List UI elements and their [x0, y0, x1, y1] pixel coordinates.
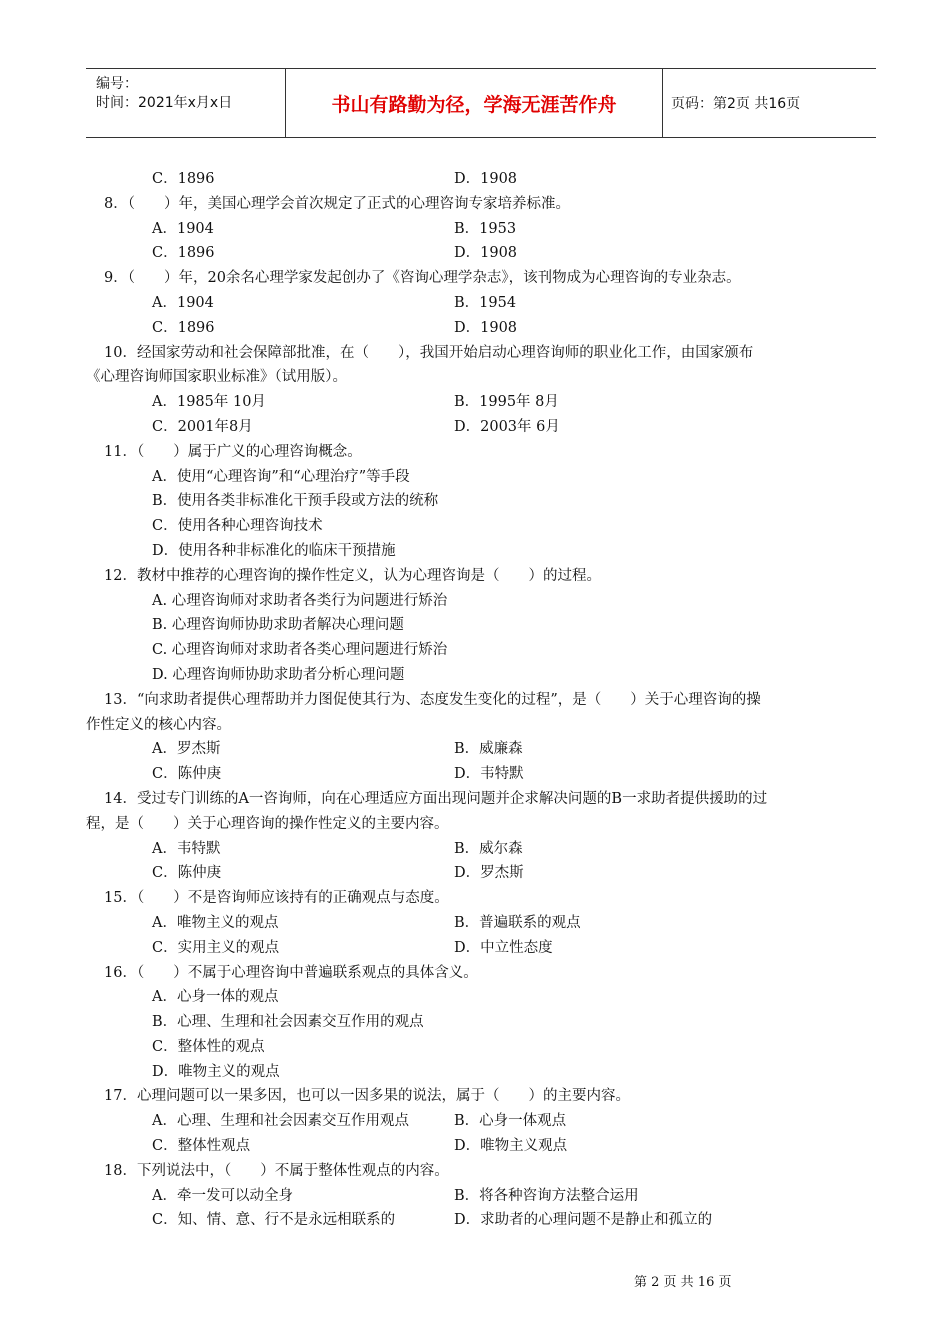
- option-a: C．整体性观点: [152, 1138, 251, 1155]
- option-b: D．唯物主义观点: [454, 1138, 568, 1155]
- option-a: C．陈仲庚: [152, 865, 222, 882]
- option-row: [86, 465, 876, 490]
- option-row: [86, 489, 876, 514]
- option-row: [86, 837, 876, 862]
- question-text: 10．经国家劳动和社会保障部批准，在（ ），我国开始启动心理咨询师的职业化工作，由国家颁布: [104, 344, 754, 361]
- page-footer: 第 2 页 共 16 页: [634, 1275, 732, 1290]
- question-text: 9．（ ）年，20余名心理学家发起创办了《咨询心理学杂志》，该刊物成为心理咨询的专业杂志。: [104, 270, 741, 287]
- option-b: B．普遍联系的观点: [454, 914, 581, 931]
- option-row: [86, 1035, 876, 1060]
- option-b: D．求助者的心理问题不是静止和孤立的: [454, 1212, 713, 1229]
- option-row: [86, 291, 876, 316]
- option-row: [86, 1010, 876, 1035]
- option-row: [86, 217, 876, 242]
- question-text: 17．心理问题可以一果多因，也可以一因多果的说法，属于（ ）的主要内容。: [104, 1088, 630, 1105]
- option-row: [86, 167, 876, 192]
- option-b: D．2003年 6月: [454, 418, 560, 435]
- option-a: A．使用“心理咨询”和“心理治疗”等手段: [152, 468, 410, 485]
- option-a: C．1896: [152, 171, 215, 187]
- option-a: C．实用主义的观点: [152, 939, 280, 956]
- option-row: [86, 663, 876, 688]
- option-row: [86, 737, 876, 762]
- option-a: D．使用各种非标准化的临床干预措施: [152, 542, 396, 559]
- option-a: C．2001年8月: [152, 418, 253, 435]
- option-row: [86, 1184, 876, 1209]
- option-row: [86, 936, 876, 961]
- option-b: D．1908: [454, 171, 518, 187]
- option-a: A．牵一发可以动全身: [152, 1187, 293, 1204]
- option-b: B．1954: [454, 294, 517, 311]
- option-b: D．罗杰斯: [454, 865, 524, 882]
- option-row: [86, 514, 876, 539]
- option-a: A．1904: [152, 220, 214, 237]
- question-text: 18．下列说法中，（ ）不属于整体性观点的内容。: [104, 1162, 449, 1179]
- option-b: B．威廉森: [454, 741, 523, 758]
- option-b: B．威尔森: [454, 840, 523, 857]
- question-text: 15．（ ）不是咨询师应该持有的正确观点与态度。: [104, 890, 449, 907]
- option-a: C. 心理咨询师对求助者各类心理问题进行矫治: [152, 642, 448, 659]
- header-page-info: 页码：第2页 共16页: [671, 96, 801, 112]
- option-b: B．将各种咨询方法整合运用: [454, 1187, 639, 1204]
- option-a: B．心理、生理和社会因素交互作用的观点: [152, 1014, 424, 1031]
- option-b: D．韦特默: [454, 766, 524, 783]
- option-a: A．心身一体的观点: [152, 989, 279, 1006]
- option-row: [86, 985, 876, 1010]
- option-b: D．中立性态度: [454, 939, 553, 956]
- question-text: 12．教材中推荐的心理咨询的操作性定义，认为心理咨询是（ ）的过程。: [104, 567, 601, 584]
- option-a: C．1896: [152, 319, 215, 336]
- option-row: [86, 589, 876, 614]
- option-row: [86, 861, 876, 886]
- question-text: 13．“向求助者提供心理帮助并力图促使其行为、态度发生变化的过程”，是（ ）关于心理咨询的操: [104, 691, 761, 708]
- option-row: [86, 539, 876, 564]
- option-row: [86, 1060, 876, 1085]
- doc-number-label: 编号：: [96, 76, 138, 92]
- question-text-continued: 《心理咨询师国家职业标准》（试用版）。: [86, 369, 347, 386]
- option-a: C．使用各种心理咨询技术: [152, 518, 323, 535]
- question-text: 14．受过专门训练的A一咨询师，向在心理适应方面出现问题并企求解决问题的B一求助者提供援助的过: [104, 790, 768, 807]
- option-a: B．使用各类非标准化干预手段或方法的统称: [152, 493, 439, 510]
- option-row: [86, 613, 876, 638]
- option-a: D．唯物主义的观点: [152, 1063, 280, 1080]
- question-list: [86, 167, 876, 1233]
- option-b: B．1953: [454, 220, 517, 237]
- option-a: C．1896: [152, 245, 215, 262]
- option-b: B．心身一体观点: [454, 1113, 567, 1130]
- question-text-continued: 作性定义的核心内容。: [86, 716, 231, 733]
- option-row: [86, 390, 876, 415]
- header-motto: 书山有路勤为径，学海无涯苦作舟: [286, 69, 663, 137]
- option-row: [86, 762, 876, 787]
- option-a: A．1985年 10月: [152, 394, 266, 411]
- option-row: [86, 1208, 876, 1233]
- question-text: 8．（ ）年，美国心理学会首次规定了正式的心理咨询专家培养标准。: [104, 195, 570, 212]
- question-text-continued: 程，是（ ）关于心理咨询的操作性定义的主要内容。: [86, 815, 449, 832]
- option-a: C．知、情、意、行不是永远相联系的: [152, 1212, 396, 1229]
- option-a: D. 心理咨询师协助求助者分析心理问题: [152, 666, 405, 683]
- option-b: D．1908: [454, 245, 518, 262]
- option-row: [86, 1109, 876, 1134]
- option-row: [86, 1134, 876, 1159]
- option-row: [86, 638, 876, 663]
- option-b: B．1995年 8月: [454, 394, 559, 411]
- header-meta: [86, 69, 286, 137]
- option-a: C．整体性的观点: [152, 1038, 265, 1055]
- option-a: A．心理、生理和社会因素交互作用观点: [152, 1113, 409, 1130]
- option-row: [86, 316, 876, 341]
- option-row: [86, 415, 876, 440]
- option-a: A．1904: [152, 294, 214, 311]
- option-a: A. 心理咨询师对求助者各类行为问题进行矫治: [152, 592, 448, 609]
- option-a: A．唯物主义的观点: [152, 914, 279, 931]
- option-a: B. 心理咨询师协助求助者解决心理问题: [152, 617, 404, 634]
- question-text: 11．（ ）属于广义的心理咨询概念。: [104, 443, 362, 460]
- page-header: [86, 68, 876, 138]
- option-row: [86, 241, 876, 266]
- doc-time-label: 时间：2021年x月x日: [96, 95, 233, 111]
- option-a: C．陈仲庚: [152, 766, 222, 783]
- option-b: D．1908: [454, 319, 518, 336]
- option-a: A．罗杰斯: [152, 741, 221, 758]
- option-row: [86, 911, 876, 936]
- question-text: 16．（ ）不属于心理咨询中普遍联系观点的具体含义。: [104, 964, 478, 981]
- option-a: A．韦特默: [152, 840, 221, 857]
